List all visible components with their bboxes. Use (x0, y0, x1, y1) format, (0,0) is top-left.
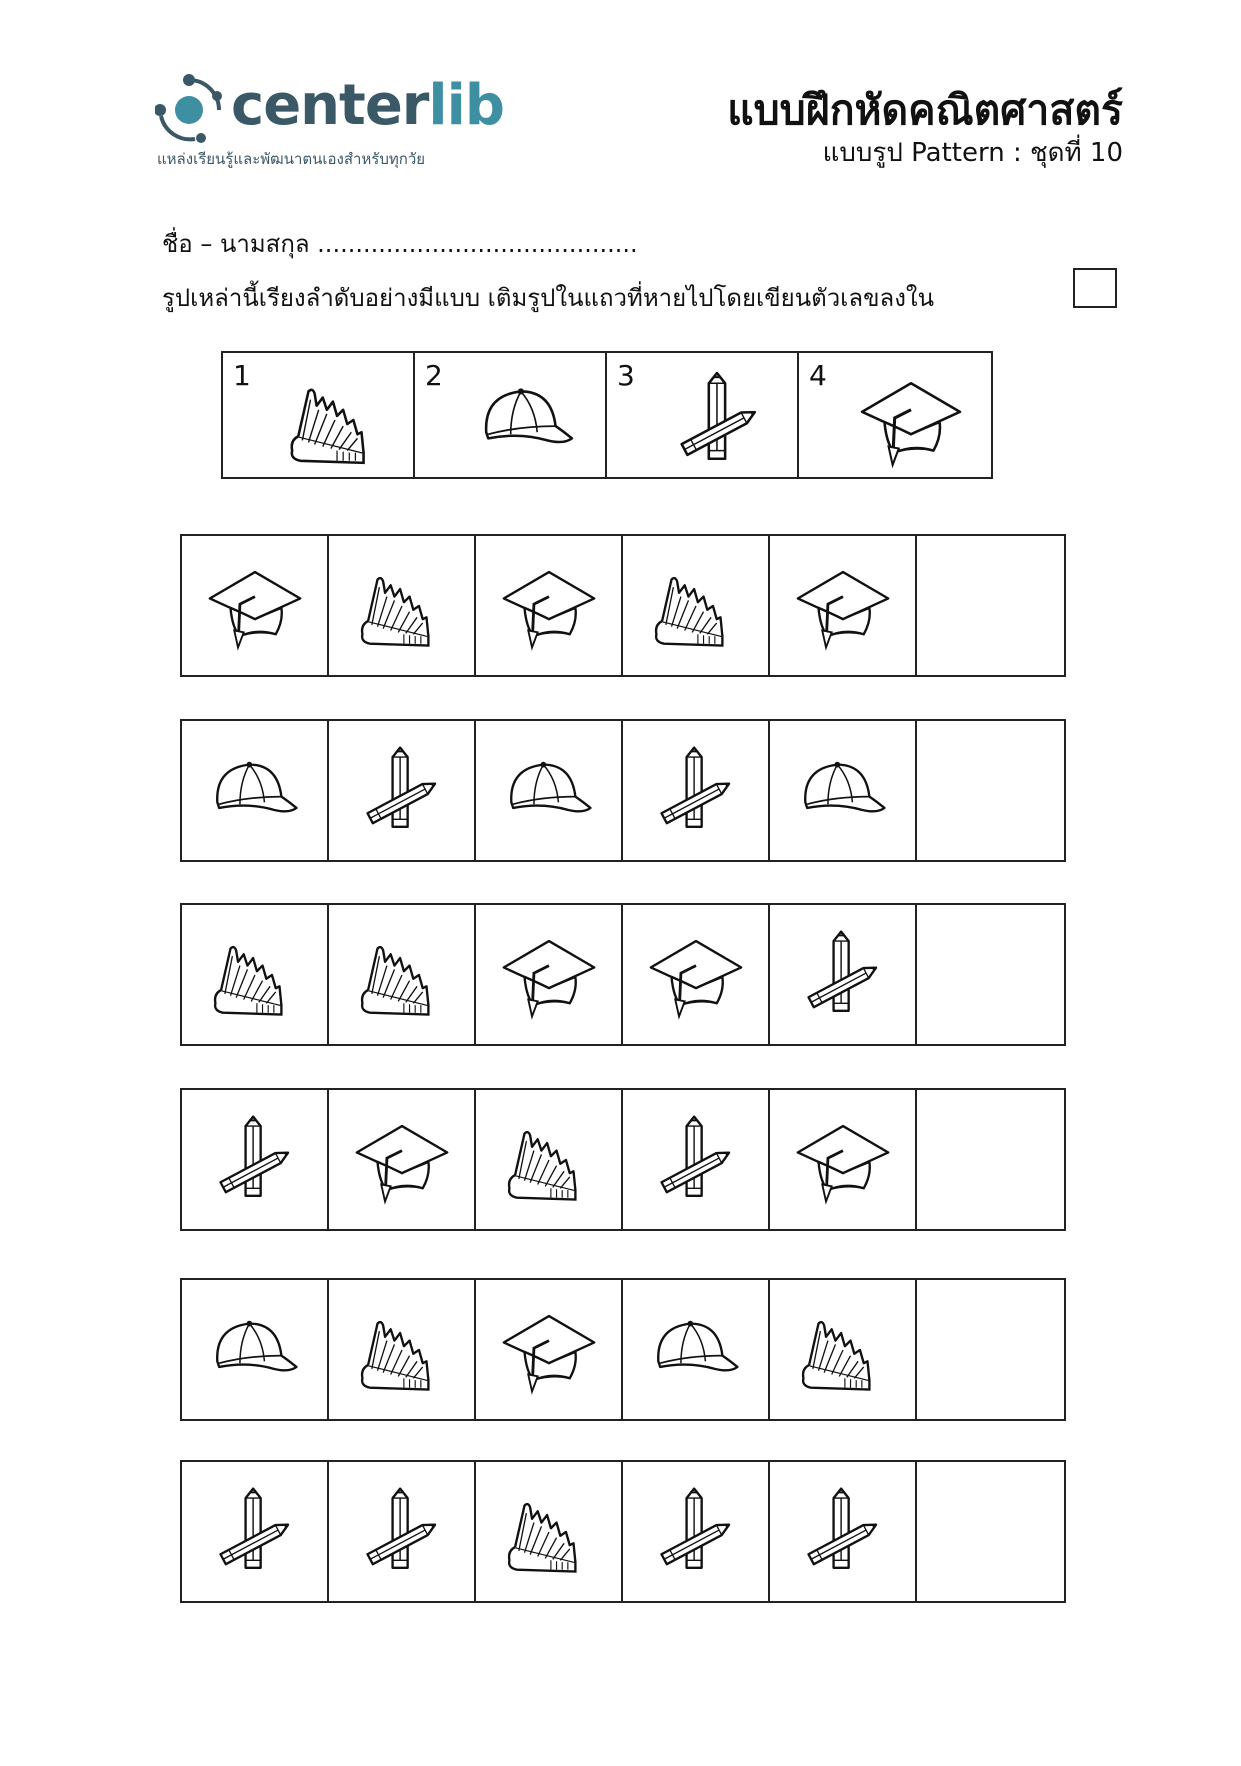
pencil-icon (206, 1111, 304, 1209)
pattern-cell (476, 1280, 623, 1419)
key-cell-3 (607, 353, 799, 477)
cap-icon (206, 742, 304, 840)
answer-cell[interactable] (917, 721, 1064, 860)
book-icon (794, 1301, 892, 1399)
pencil-icon (647, 1111, 745, 1209)
pattern-row-6 (180, 1460, 1066, 1603)
pencil-icon (647, 742, 745, 840)
pattern-cell (770, 905, 917, 1044)
pattern-row-1 (180, 534, 1066, 677)
book-icon (647, 557, 745, 655)
pattern-cell (770, 721, 917, 860)
key-cell-1 (223, 353, 415, 477)
pattern-cell (476, 1462, 623, 1601)
book-icon (353, 1301, 451, 1399)
pattern-cell (623, 1280, 770, 1419)
book-icon (353, 557, 451, 655)
pattern-cell (623, 905, 770, 1044)
pattern-cell (623, 1090, 770, 1229)
pattern-cell (329, 1462, 476, 1601)
key-number: 1 (233, 359, 251, 392)
cap-icon (473, 369, 581, 471)
instruction-text: รูปเหล่านี้เรียงลำดับอย่างมีแบบ เติมรูปในแถวที่หายไปโดยเขียนตัวเลขลงใน (162, 284, 935, 312)
pencil-icon (794, 926, 892, 1024)
graduation-cap-icon (794, 557, 892, 655)
cap-icon (206, 1301, 304, 1399)
logo-lib-text: lib (428, 73, 504, 138)
logo-center-text: center (231, 73, 429, 138)
worksheet-subtitle: แบบรูป Pattern : ชุดที่ 10 (822, 138, 1123, 168)
pencil-icon (665, 369, 773, 471)
pattern-cell (623, 536, 770, 675)
book-icon (206, 926, 304, 1024)
book-icon (353, 926, 451, 1024)
pencil-icon (794, 1483, 892, 1581)
pattern-cell (476, 1090, 623, 1229)
graduation-cap-icon (353, 1111, 451, 1209)
pattern-cell (329, 536, 476, 675)
pattern-cell (770, 1090, 917, 1229)
centerlib-logo (155, 68, 515, 178)
book-icon (500, 1483, 598, 1581)
picture-key (221, 351, 993, 479)
pattern-cell (182, 721, 329, 860)
key-number: 3 (617, 359, 635, 392)
pattern-cell (182, 1462, 329, 1601)
graduation-cap-icon (794, 1111, 892, 1209)
graduation-cap-icon (647, 926, 745, 1024)
key-number: 2 (425, 359, 443, 392)
answer-cell[interactable] (917, 1462, 1064, 1601)
answer-cell[interactable] (917, 1280, 1064, 1419)
pattern-cell (623, 721, 770, 860)
answer-box-example (1073, 268, 1117, 308)
pattern-cell (476, 905, 623, 1044)
pencil-icon (647, 1483, 745, 1581)
pattern-cell (182, 1280, 329, 1419)
graduation-cap-icon (206, 557, 304, 655)
book-icon (281, 369, 389, 471)
pattern-cell (770, 1462, 917, 1601)
logo-tagline: แหล่งเรียนรู้และพัฒนาตนเองสำหรับทุกวัย (157, 150, 426, 168)
pattern-cell (182, 536, 329, 675)
key-cell-4 (799, 353, 991, 477)
graduation-cap-icon (857, 369, 965, 471)
cap-icon (647, 1301, 745, 1399)
pattern-row-2 (180, 719, 1066, 862)
pattern-row-3 (180, 903, 1066, 1046)
pencil-icon (353, 742, 451, 840)
pattern-cell (476, 721, 623, 860)
pencil-icon (353, 1483, 451, 1581)
pattern-cell (329, 721, 476, 860)
graduation-cap-icon (500, 1301, 598, 1399)
answer-cell[interactable] (917, 905, 1064, 1044)
name-field-label[interactable]: ชื่อ – นามสกุล .......................................... (162, 230, 638, 258)
pattern-cell (329, 1280, 476, 1419)
pattern-cell (623, 1462, 770, 1601)
cap-icon (500, 742, 598, 840)
book-icon (500, 1111, 598, 1209)
pattern-cell (770, 1280, 917, 1419)
pattern-cell (182, 905, 329, 1044)
key-cell-2 (415, 353, 607, 477)
key-number: 4 (809, 359, 827, 392)
graduation-cap-icon (500, 926, 598, 1024)
pattern-cell (182, 1090, 329, 1229)
pattern-cell (476, 536, 623, 675)
pattern-cell (770, 536, 917, 675)
pattern-cell (329, 1090, 476, 1229)
logo-wordmark (231, 74, 504, 138)
pattern-cell (329, 905, 476, 1044)
worksheet-title: แบบฝึกหัดคณิตศาสตร์ (727, 86, 1123, 134)
pattern-row-5 (180, 1278, 1066, 1421)
graduation-cap-icon (500, 557, 598, 655)
answer-cell[interactable] (917, 536, 1064, 675)
cap-icon (794, 742, 892, 840)
pencil-icon (206, 1483, 304, 1581)
logo-mark-icon (155, 72, 227, 144)
answer-cell[interactable] (917, 1090, 1064, 1229)
pattern-row-4 (180, 1088, 1066, 1231)
